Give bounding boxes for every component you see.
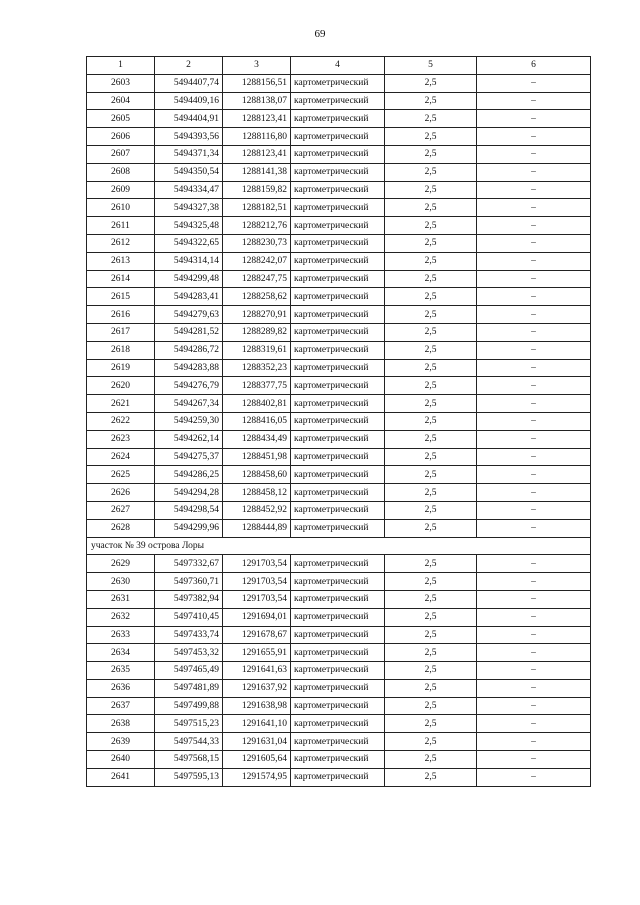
point-number-cell: 2622 [87, 412, 155, 430]
y-coordinate-cell: 1291641,63 [223, 662, 291, 680]
point-number-cell: 2621 [87, 395, 155, 413]
method-cell: картометрический [291, 430, 385, 448]
x-coordinate-cell: 5494325,48 [155, 217, 223, 235]
method-cell: картометрический [291, 377, 385, 395]
note-cell: – [477, 270, 591, 288]
accuracy-cell: 2,5 [385, 608, 477, 626]
note-cell: – [477, 288, 591, 306]
y-coordinate-cell: 1288458,12 [223, 484, 291, 502]
y-coordinate-cell: 1288402,81 [223, 395, 291, 413]
method-cell: картометрический [291, 341, 385, 359]
accuracy-cell: 2,5 [385, 92, 477, 110]
table-row [87, 466, 591, 484]
accuracy-cell: 2,5 [385, 751, 477, 769]
y-coordinate-cell: 1291703,54 [223, 555, 291, 573]
x-coordinate-cell: 5497595,13 [155, 768, 223, 786]
y-coordinate-cell: 1291641,10 [223, 715, 291, 733]
table-row [87, 484, 591, 502]
accuracy-cell: 2,5 [385, 484, 477, 502]
note-cell: – [477, 768, 591, 786]
y-coordinate-cell: 1288451,98 [223, 448, 291, 466]
note-cell: – [477, 751, 591, 769]
table-row [87, 181, 591, 199]
accuracy-cell: 2,5 [385, 430, 477, 448]
accuracy-cell: 2,5 [385, 74, 477, 92]
point-number-cell: 2611 [87, 217, 155, 235]
y-coordinate-cell: 1288156,51 [223, 74, 291, 92]
point-number-cell: 2609 [87, 181, 155, 199]
x-coordinate-cell: 5494322,65 [155, 234, 223, 252]
table-row [87, 644, 591, 662]
table-body-second-part [87, 555, 591, 786]
x-coordinate-cell: 5497465,49 [155, 662, 223, 680]
table-row [87, 412, 591, 430]
accuracy-cell: 2,5 [385, 199, 477, 217]
accuracy-cell: 2,5 [385, 359, 477, 377]
table-row [87, 341, 591, 359]
y-coordinate-cell: 1288123,41 [223, 110, 291, 128]
table-row [87, 110, 591, 128]
note-cell: – [477, 626, 591, 644]
method-cell: картометрический [291, 74, 385, 92]
y-coordinate-cell: 1288319,61 [223, 341, 291, 359]
note-cell: – [477, 412, 591, 430]
note-cell: – [477, 110, 591, 128]
accuracy-cell: 2,5 [385, 679, 477, 697]
point-number-cell: 2632 [87, 608, 155, 626]
method-cell: картометрический [291, 199, 385, 217]
note-cell: – [477, 608, 591, 626]
coordinates-table [86, 56, 591, 787]
point-number-cell: 2620 [87, 377, 155, 395]
table-row [87, 679, 591, 697]
header-row [87, 57, 591, 75]
x-coordinate-cell: 5497433,74 [155, 626, 223, 644]
y-coordinate-cell: 1291694,01 [223, 608, 291, 626]
method-cell: картометрический [291, 252, 385, 270]
accuracy-cell: 2,5 [385, 288, 477, 306]
point-number-cell: 2640 [87, 751, 155, 769]
note-cell: – [477, 199, 591, 217]
y-coordinate-cell: 1288159,82 [223, 181, 291, 199]
table-row [87, 359, 591, 377]
y-coordinate-cell: 1288230,73 [223, 234, 291, 252]
method-cell: картометрический [291, 715, 385, 733]
accuracy-cell: 2,5 [385, 145, 477, 163]
x-coordinate-cell: 5494299,96 [155, 519, 223, 537]
x-coordinate-cell: 5494275,37 [155, 448, 223, 466]
accuracy-cell: 2,5 [385, 590, 477, 608]
method-cell: картометрический [291, 270, 385, 288]
x-coordinate-cell: 5494281,52 [155, 323, 223, 341]
method-cell: картометрический [291, 573, 385, 591]
table-row [87, 751, 591, 769]
y-coordinate-cell: 1288258,62 [223, 288, 291, 306]
point-number-cell: 2626 [87, 484, 155, 502]
accuracy-cell: 2,5 [385, 573, 477, 591]
point-number-cell: 2608 [87, 163, 155, 181]
note-cell: – [477, 377, 591, 395]
y-coordinate-cell: 1291703,54 [223, 573, 291, 591]
note-cell: – [477, 662, 591, 680]
note-cell: – [477, 484, 591, 502]
method-cell: картометрический [291, 466, 385, 484]
accuracy-cell: 2,5 [385, 501, 477, 519]
note-cell: – [477, 555, 591, 573]
point-number-cell: 2613 [87, 252, 155, 270]
accuracy-cell: 2,5 [385, 644, 477, 662]
method-cell: картометрический [291, 662, 385, 680]
x-coordinate-cell: 5494409,16 [155, 92, 223, 110]
point-number-cell: 2616 [87, 306, 155, 324]
y-coordinate-cell: 1288458,60 [223, 466, 291, 484]
y-coordinate-cell: 1291655,91 [223, 644, 291, 662]
column-header: 1 [87, 57, 155, 75]
accuracy-cell: 2,5 [385, 466, 477, 484]
method-cell: картометрический [291, 733, 385, 751]
accuracy-cell: 2,5 [385, 217, 477, 235]
x-coordinate-cell: 5494267,34 [155, 395, 223, 413]
x-coordinate-cell: 5494327,38 [155, 199, 223, 217]
point-number-cell: 2612 [87, 234, 155, 252]
table-row [87, 323, 591, 341]
x-coordinate-cell: 5494283,88 [155, 359, 223, 377]
accuracy-cell: 2,5 [385, 626, 477, 644]
method-cell: картометрический [291, 163, 385, 181]
table-row [87, 555, 591, 573]
accuracy-cell: 2,5 [385, 341, 477, 359]
note-cell: – [477, 501, 591, 519]
point-number-cell: 2630 [87, 573, 155, 591]
note-cell: – [477, 697, 591, 715]
table-row [87, 288, 591, 306]
y-coordinate-cell: 1288242,07 [223, 252, 291, 270]
x-coordinate-cell: 5494286,72 [155, 341, 223, 359]
column-header: 3 [223, 57, 291, 75]
table-row [87, 448, 591, 466]
point-number-cell: 2603 [87, 74, 155, 92]
accuracy-cell: 2,5 [385, 412, 477, 430]
table-row [87, 199, 591, 217]
x-coordinate-cell: 5494298,54 [155, 501, 223, 519]
y-coordinate-cell: 1291638,98 [223, 697, 291, 715]
method-cell: картометрический [291, 644, 385, 662]
x-coordinate-cell: 5494407,74 [155, 74, 223, 92]
section-title: участок № 39 острова Лоры [87, 537, 591, 555]
note-cell: – [477, 448, 591, 466]
y-coordinate-cell: 1291703,54 [223, 590, 291, 608]
accuracy-cell: 2,5 [385, 252, 477, 270]
note-cell: – [477, 145, 591, 163]
point-number-cell: 2629 [87, 555, 155, 573]
note-cell: – [477, 341, 591, 359]
method-cell: картометрический [291, 145, 385, 163]
accuracy-cell: 2,5 [385, 662, 477, 680]
method-cell: картометрический [291, 181, 385, 199]
method-cell: картометрический [291, 590, 385, 608]
x-coordinate-cell: 5494286,25 [155, 466, 223, 484]
note-cell: – [477, 679, 591, 697]
point-number-cell: 2617 [87, 323, 155, 341]
accuracy-cell: 2,5 [385, 733, 477, 751]
method-cell: картометрический [291, 679, 385, 697]
y-coordinate-cell: 1288434,49 [223, 430, 291, 448]
x-coordinate-cell: 5497515,23 [155, 715, 223, 733]
x-coordinate-cell: 5494276,79 [155, 377, 223, 395]
accuracy-cell: 2,5 [385, 448, 477, 466]
x-coordinate-cell: 5494262,14 [155, 430, 223, 448]
x-coordinate-cell: 5497499,88 [155, 697, 223, 715]
note-cell: – [477, 430, 591, 448]
point-number-cell: 2607 [87, 145, 155, 163]
point-number-cell: 2625 [87, 466, 155, 484]
note-cell: – [477, 128, 591, 146]
accuracy-cell: 2,5 [385, 234, 477, 252]
method-cell: картометрический [291, 608, 385, 626]
note-cell: – [477, 252, 591, 270]
table-row [87, 768, 591, 786]
note-cell: – [477, 181, 591, 199]
point-number-cell: 2638 [87, 715, 155, 733]
x-coordinate-cell: 5494314,14 [155, 252, 223, 270]
x-coordinate-cell: 5497544,33 [155, 733, 223, 751]
column-header: 6 [477, 57, 591, 75]
note-cell: – [477, 466, 591, 484]
table-row [87, 92, 591, 110]
method-cell: картометрический [291, 697, 385, 715]
y-coordinate-cell: 1288289,82 [223, 323, 291, 341]
table-row [87, 234, 591, 252]
x-coordinate-cell: 5497410,45 [155, 608, 223, 626]
column-header: 2 [155, 57, 223, 75]
note-cell: – [477, 590, 591, 608]
table-row [87, 270, 591, 288]
x-coordinate-cell: 5494283,41 [155, 288, 223, 306]
point-number-cell: 2633 [87, 626, 155, 644]
accuracy-cell: 2,5 [385, 377, 477, 395]
y-coordinate-cell: 1288212,76 [223, 217, 291, 235]
table-row [87, 715, 591, 733]
y-coordinate-cell: 1291637,92 [223, 679, 291, 697]
method-cell: картометрический [291, 768, 385, 786]
x-coordinate-cell: 5494279,63 [155, 306, 223, 324]
x-coordinate-cell: 5494404,91 [155, 110, 223, 128]
x-coordinate-cell: 5497360,71 [155, 573, 223, 591]
note-cell: – [477, 163, 591, 181]
table-row [87, 128, 591, 146]
y-coordinate-cell: 1288444,89 [223, 519, 291, 537]
point-number-cell: 2635 [87, 662, 155, 680]
method-cell: картометрический [291, 110, 385, 128]
y-coordinate-cell: 1288377,75 [223, 377, 291, 395]
table-body-first-part [87, 74, 591, 537]
x-coordinate-cell: 5497453,32 [155, 644, 223, 662]
column-header: 4 [291, 57, 385, 75]
x-coordinate-cell: 5494259,30 [155, 412, 223, 430]
point-number-cell: 2614 [87, 270, 155, 288]
method-cell: картометрический [291, 234, 385, 252]
method-cell: картометрический [291, 519, 385, 537]
method-cell: картометрический [291, 395, 385, 413]
table-row [87, 217, 591, 235]
table-row [87, 608, 591, 626]
note-cell: – [477, 715, 591, 733]
point-number-cell: 2624 [87, 448, 155, 466]
note-cell: – [477, 306, 591, 324]
x-coordinate-cell: 5494294,28 [155, 484, 223, 502]
method-cell: картометрический [291, 555, 385, 573]
accuracy-cell: 2,5 [385, 519, 477, 537]
table-row [87, 590, 591, 608]
x-coordinate-cell: 5494334,47 [155, 181, 223, 199]
y-coordinate-cell: 1288416,05 [223, 412, 291, 430]
accuracy-cell: 2,5 [385, 555, 477, 573]
y-coordinate-cell: 1288182,51 [223, 199, 291, 217]
accuracy-cell: 2,5 [385, 110, 477, 128]
accuracy-cell: 2,5 [385, 715, 477, 733]
method-cell: картометрический [291, 751, 385, 769]
table-row [87, 697, 591, 715]
table-row [87, 662, 591, 680]
y-coordinate-cell: 1291678,67 [223, 626, 291, 644]
table-row [87, 377, 591, 395]
point-number-cell: 2615 [87, 288, 155, 306]
note-cell: – [477, 323, 591, 341]
note-cell: – [477, 234, 591, 252]
note-cell: – [477, 573, 591, 591]
point-number-cell: 2628 [87, 519, 155, 537]
x-coordinate-cell: 5497332,67 [155, 555, 223, 573]
point-number-cell: 2627 [87, 501, 155, 519]
y-coordinate-cell: 1288247,75 [223, 270, 291, 288]
y-coordinate-cell: 1288352,23 [223, 359, 291, 377]
x-coordinate-cell: 5494371,34 [155, 145, 223, 163]
note-cell: – [477, 217, 591, 235]
method-cell: картометрический [291, 626, 385, 644]
x-coordinate-cell: 5497568,15 [155, 751, 223, 769]
accuracy-cell: 2,5 [385, 306, 477, 324]
accuracy-cell: 2,5 [385, 323, 477, 341]
accuracy-cell: 2,5 [385, 163, 477, 181]
y-coordinate-cell: 1288116,80 [223, 128, 291, 146]
method-cell: картометрический [291, 128, 385, 146]
method-cell: картометрический [291, 306, 385, 324]
table-row [87, 626, 591, 644]
x-coordinate-cell: 5494299,48 [155, 270, 223, 288]
method-cell: картометрический [291, 217, 385, 235]
x-coordinate-cell: 5497481,89 [155, 679, 223, 697]
point-number-cell: 2605 [87, 110, 155, 128]
note-cell: – [477, 359, 591, 377]
accuracy-cell: 2,5 [385, 697, 477, 715]
column-header: 5 [385, 57, 477, 75]
point-number-cell: 2634 [87, 644, 155, 662]
accuracy-cell: 2,5 [385, 768, 477, 786]
point-number-cell: 2623 [87, 430, 155, 448]
method-cell: картометрический [291, 92, 385, 110]
y-coordinate-cell: 1291631,04 [223, 733, 291, 751]
y-coordinate-cell: 1288141,38 [223, 163, 291, 181]
point-number-cell: 2604 [87, 92, 155, 110]
point-number-cell: 2610 [87, 199, 155, 217]
table-row [87, 733, 591, 751]
note-cell: – [477, 733, 591, 751]
method-cell: картометрический [291, 323, 385, 341]
point-number-cell: 2606 [87, 128, 155, 146]
method-cell: картометрический [291, 288, 385, 306]
method-cell: картометрический [291, 412, 385, 430]
table-row [87, 430, 591, 448]
point-number-cell: 2639 [87, 733, 155, 751]
method-cell: картометрический [291, 448, 385, 466]
accuracy-cell: 2,5 [385, 181, 477, 199]
y-coordinate-cell: 1288452,92 [223, 501, 291, 519]
point-number-cell: 2637 [87, 697, 155, 715]
section-header-group [87, 537, 591, 555]
method-cell: картометрический [291, 484, 385, 502]
x-coordinate-cell: 5494350,54 [155, 163, 223, 181]
table-row [87, 252, 591, 270]
y-coordinate-cell: 1291574,95 [223, 768, 291, 786]
note-cell: – [477, 644, 591, 662]
table-row [87, 573, 591, 591]
table-row [87, 395, 591, 413]
note-cell: – [477, 395, 591, 413]
point-number-cell: 2641 [87, 768, 155, 786]
table-row [87, 519, 591, 537]
table-row [87, 306, 591, 324]
accuracy-cell: 2,5 [385, 395, 477, 413]
accuracy-cell: 2,5 [385, 270, 477, 288]
table-row [87, 501, 591, 519]
point-number-cell: 2636 [87, 679, 155, 697]
x-coordinate-cell: 5494393,56 [155, 128, 223, 146]
note-cell: – [477, 92, 591, 110]
table-row [87, 74, 591, 92]
y-coordinate-cell: 1288123,41 [223, 145, 291, 163]
note-cell: – [477, 519, 591, 537]
method-cell: картометрический [291, 501, 385, 519]
x-coordinate-cell: 5497382,94 [155, 590, 223, 608]
y-coordinate-cell: 1288270,91 [223, 306, 291, 324]
point-number-cell: 2631 [87, 590, 155, 608]
point-number-cell: 2618 [87, 341, 155, 359]
note-cell: – [477, 74, 591, 92]
accuracy-cell: 2,5 [385, 128, 477, 146]
page-number: 69 [314, 28, 326, 40]
method-cell: картометрический [291, 359, 385, 377]
y-coordinate-cell: 1288138,07 [223, 92, 291, 110]
table-row [87, 145, 591, 163]
table-row [87, 163, 591, 181]
section-header-row [87, 537, 591, 555]
y-coordinate-cell: 1291605,64 [223, 751, 291, 769]
point-number-cell: 2619 [87, 359, 155, 377]
